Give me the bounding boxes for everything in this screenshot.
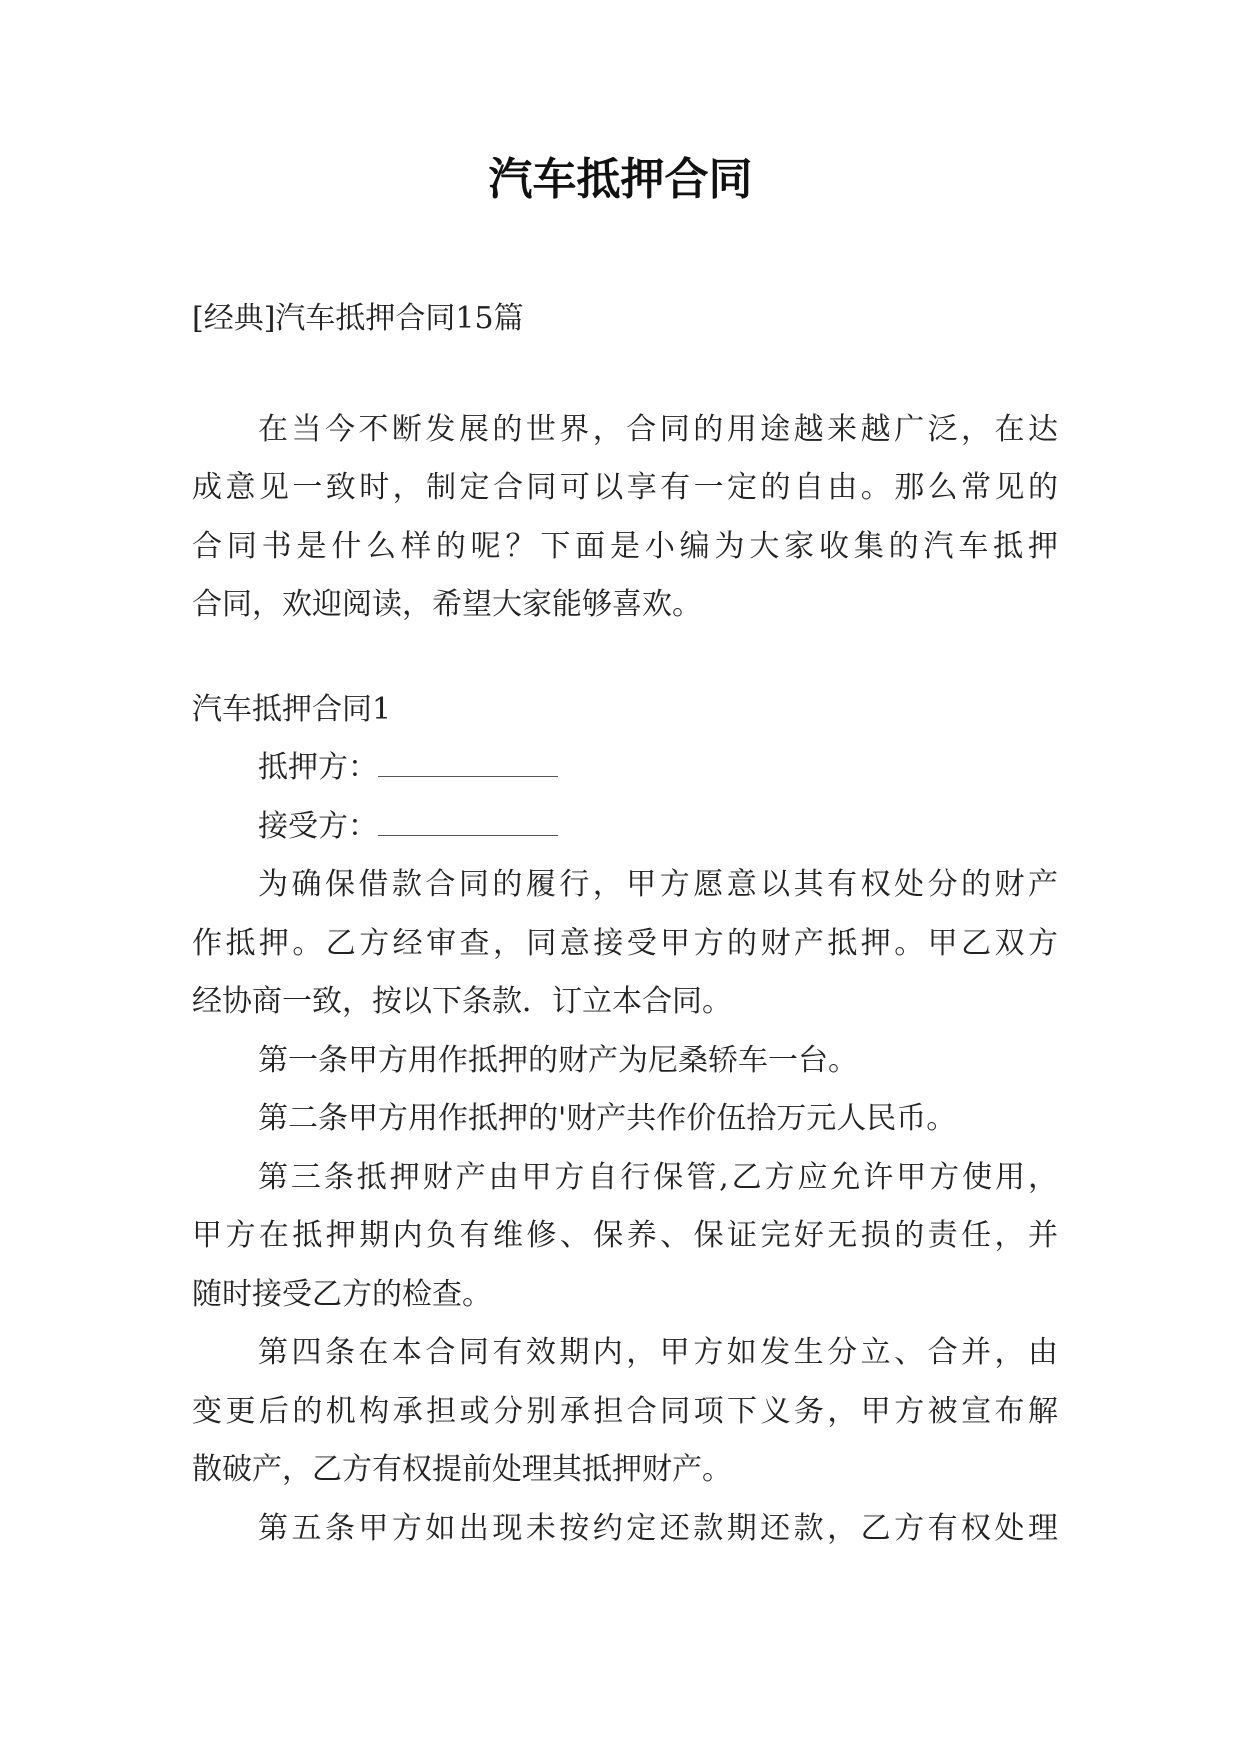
intro-line-3: 合同书是什么样的呢？下面是小编为大家收集的汽车抵押 (192, 528, 1058, 564)
mortgagor-line (192, 739, 1058, 798)
mortgagee-line (192, 798, 1058, 857)
purpose-paragraph (192, 856, 1058, 1032)
mortgagor-blank (378, 752, 558, 777)
intro-line-2: 成意见一致时，制定合同可以享有一定的自由。那么常见的 (192, 470, 1058, 505)
article-5 (192, 1500, 1058, 1559)
document-title: 汽车抵押合同 (488, 154, 753, 205)
article-4-line-1: 第四条在本合同有效期内，甲方如发生分立、合并，由 (258, 1335, 1058, 1370)
document-body (192, 290, 1058, 1558)
article-3 (192, 1149, 1058, 1325)
purpose-line-2: 作抵押。乙方经审查，同意接受甲方的财产抵押。甲乙双方 (192, 925, 1058, 961)
article-4-line-3: 散破产，乙方有权提前处理其抵押财产。 (192, 1452, 732, 1487)
document-subtitle: [经典]汽车抵押合同15篇 (192, 301, 524, 336)
article-2: 第二条甲方用作抵押的'财产共作价伍拾万元人民币。 (258, 1101, 957, 1136)
spacer (192, 349, 1058, 401)
intro-line-4: 合同，欢迎阅读，希望大家能够喜欢。 (192, 587, 702, 622)
intro-line-1: 在当今不断发展的世界，合同的用途越来越广泛，在达 (258, 411, 1058, 447)
mortgagee-blank (378, 811, 558, 836)
article-4-line-2: 变更后的机构承担或分别承担合同项下义务，甲方被宣布解 (192, 1393, 1058, 1429)
article-3-line-3: 随时接受乙方的检查。 (192, 1276, 492, 1312)
mortgagee-label: 接受方： (258, 808, 378, 844)
purpose-line-1: 为确保借款合同的履行，甲方愿意以其有权处分的财产 (258, 867, 1058, 902)
purpose-line-3: 经协商一致，按以下条款．订立本合同。 (192, 984, 732, 1019)
article-5-line-1: 第五条甲方如出现未按约定还款期还款，乙方有权处理 (258, 1510, 1058, 1546)
article-3-line-2: 甲方在抵押期内负有维修、保养、保证完好无损的责任，并 (192, 1218, 1058, 1253)
mortgagor-label: 抵押方： (258, 750, 378, 785)
article-1: 第一条甲方用作抵押的财产为尼桑轿车一台。 (258, 1042, 858, 1078)
intro-paragraph (192, 401, 1058, 635)
article-4 (192, 1324, 1058, 1500)
article-3-line-1: 第三条抵押财产由甲方自行保管,乙方应允许甲方使用， (258, 1159, 1058, 1195)
section-heading: 汽车抵押合同1 (192, 691, 392, 727)
spacer (192, 635, 1058, 681)
